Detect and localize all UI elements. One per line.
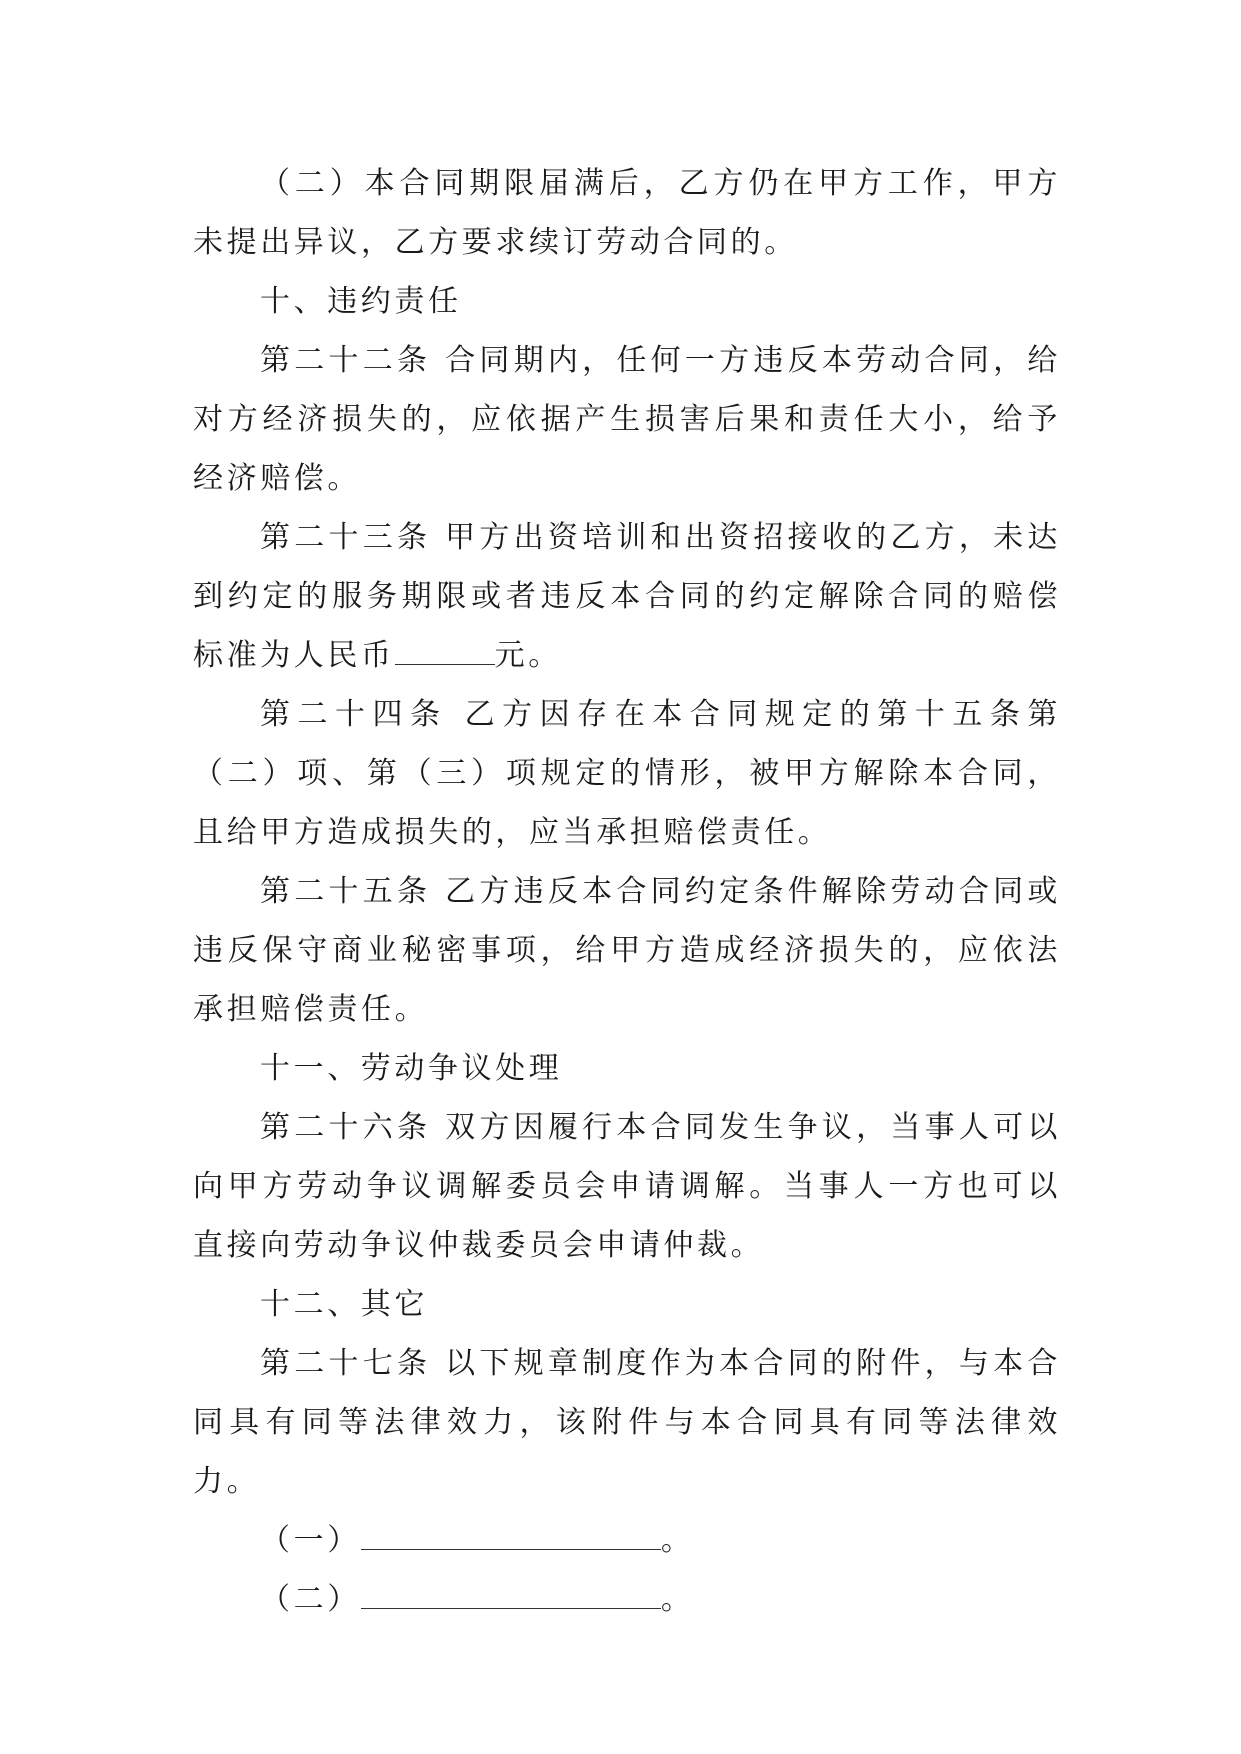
- paragraph-article-24: 第二十四条 乙方因存在本合同规定的第十五条第（二）项、第（三）项规定的情形，被甲方解除本合同，且给甲方造成损失的，应当承担赔偿责任。: [193, 697, 1061, 850]
- attachment-1-blank: [361, 1525, 661, 1550]
- contract-body: [193, 154, 1061, 1629]
- attachment-2-blank: [361, 1584, 661, 1609]
- section-heading-other: 十二、其它: [260, 1287, 428, 1322]
- section-heading-labor-dispute: 十一、劳动争议处理: [260, 1051, 563, 1086]
- paragraph-article-27: 第二十七条 以下规章制度作为本合同的附件，与本合同具有同等法律效力，该附件与本合同具有同等法律效力。: [193, 1346, 1061, 1499]
- article-23-suffix: 元。: [494, 638, 562, 673]
- attachment-2-label: （二）: [260, 1582, 361, 1617]
- attachment-2-period: 。: [660, 1582, 695, 1617]
- attachment-1-label: （一）: [260, 1523, 361, 1558]
- paragraph-article-25: 第二十五条 乙方违反本合同约定条件解除劳动合同或违反保守商业秘密事项，给甲方造成经济损失的，应依法承担赔偿责任。: [193, 874, 1061, 1027]
- section-heading-breach-liability: 十、违约责任: [260, 284, 462, 319]
- attachment-1-period: 。: [660, 1523, 695, 1558]
- attachment-item-2: [193, 1570, 1061, 1629]
- compensation-amount-blank: [395, 640, 495, 665]
- paragraph-renewal-condition-2: （二）本合同期限届满后，乙方仍在甲方工作，甲方未提出异议，乙方要求续订劳动合同的。: [193, 166, 1061, 260]
- article-23-text: 第二十三条 甲方出资培训和出资招接收的乙方，未达到约定的服务期限或者违反本合同的约定解除合同的赔偿标准为人民币: [193, 520, 1061, 673]
- paragraph-article-26: 第二十六条 双方因履行本合同发生争议，当事人可以向甲方劳动争议调解委员会申请调解。当事人一方也可以直接向劳动争议仲裁委员会申请仲裁。: [193, 1110, 1061, 1263]
- paragraph-article-22: 第二十二条 合同期内，任何一方违反本劳动合同，给对方经济损失的，应依据产生损害后果和责任大小，给予经济赔偿。: [193, 343, 1061, 496]
- attachment-item-1: [193, 1511, 1061, 1570]
- paragraph-article-23: [193, 508, 1061, 685]
